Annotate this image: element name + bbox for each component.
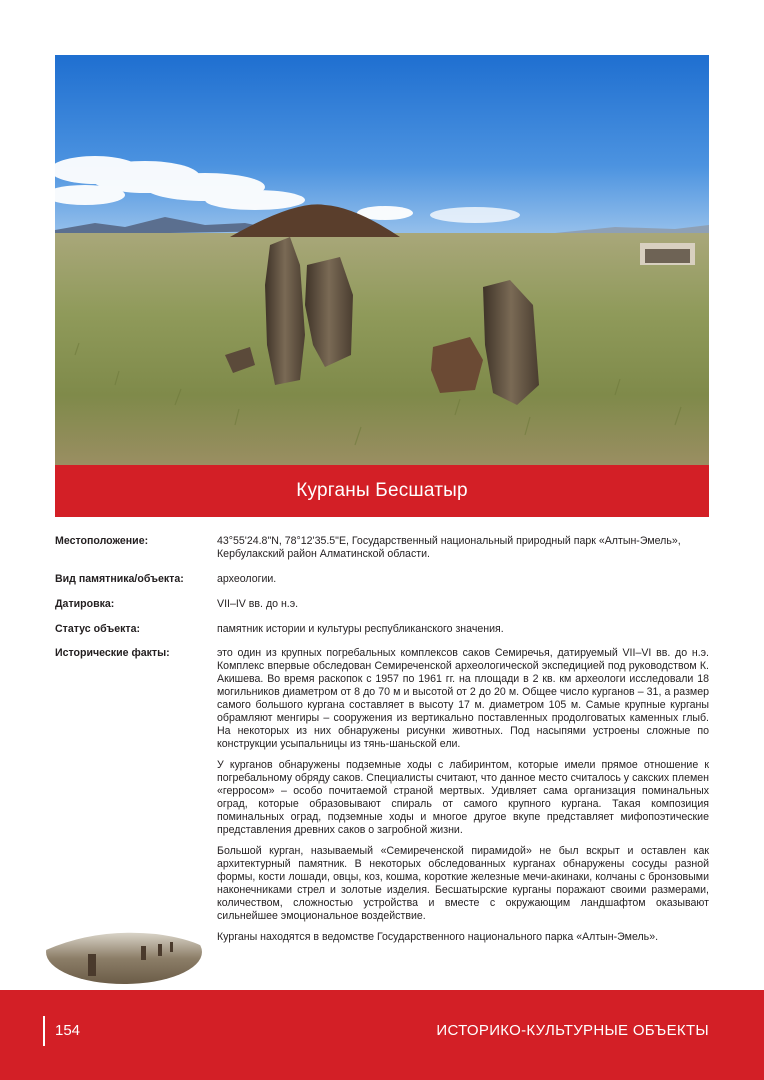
status-label: Статус объекта: — [55, 623, 141, 635]
page-number: 154 — [55, 1022, 81, 1039]
facts-paragraph: Курганы находятся в ведомстве Государственного национального парка «Алтын-Эмель». — [217, 931, 659, 943]
type-label: Вид памятника/объекта: — [55, 573, 184, 585]
facts-label: Исторические факты: — [55, 647, 170, 659]
location-value: 43°55'24.8"N, 78°12'35.5"E, Государственный национальный природный парк «Алтын-Эмель», Кербулакский район Алматинской области. — [217, 535, 681, 560]
facts-paragraph: У курганов обнаружены подземные ходы с лабиринтом, которые имели прямое отношение к погребальному обряду саков. Специалисты считают, что данное место считалось у сакских племен «герросом» – особо почитаемой страной мертвых. Удивляет сама организация поминальных оград, которые образовывают спираль от самого крупного кургана. Такая композиция поминальных оград, подземные ходы и многое другое вкупе представляет мифопоэтические представления древних саков о загробной жизни. — [217, 759, 709, 836]
oval-thumbnail-photo — [46, 920, 202, 984]
footer-divider — [43, 1016, 45, 1046]
main-photo — [55, 55, 709, 465]
dating-value: VII–IV вв. до н.э. — [217, 598, 299, 610]
page-footer — [0, 990, 764, 1080]
dating-label: Датировка: — [55, 598, 115, 610]
type-value: археологии. — [217, 573, 277, 585]
section-title: ИСТОРИКО-КУЛЬТУРНЫЕ ОБЪЕКТЫ — [436, 1022, 709, 1039]
historical-facts — [217, 647, 709, 952]
page-title: Курганы Бесшатыр — [55, 465, 709, 517]
location-label: Местоположение: — [55, 535, 149, 547]
status-value: памятник истории и культуры республиканского значения. — [217, 623, 504, 635]
facts-paragraph: это один из крупных погребальных комплексов саков Семиречья, датируемый VII–VI вв. до н.э. Комплекс впервые обследован Семиреченской археологической экспедицией под руководством К. Акишева. Во время раскопок с 1957 по 1961 гг. на площади в 2 кв. км археологи исследовали 18 могильников диаметром от 8 до 70 м и высотой от 2 до 20 м. Общее число курганов – 31, а размер самого большого кургана составляет в высоту 17 м. диаметром 105 м. Самые крупные курганы обрамляют менгиры – сооружения из вертикально поставленных продолговатых каменных глыб. На некоторых из них обнаружены рисунки животных. Под насыпями устроены сложные по конструкции усыпальницы из тянь-шаньской ели. — [217, 647, 709, 750]
facts-paragraph: Большой курган, называемый «Семиреченской пирамидой» не был вскрыт и оставлен как архитектурный памятник. В некоторых обследованных курганах обнаружены сосуды разной формы, кости лошади, овцы, коз, кошма, короткие железные мечи-акинаки, колчаны с бронзовыми наконечниками стрел и золотые изделия. Бесшатырские курганы поражают своими размерами, количеством, сложностью устройства и вместе с окружающим ландшафтом оказывают сильнейшее эмоциональное воздействие. — [217, 845, 709, 922]
